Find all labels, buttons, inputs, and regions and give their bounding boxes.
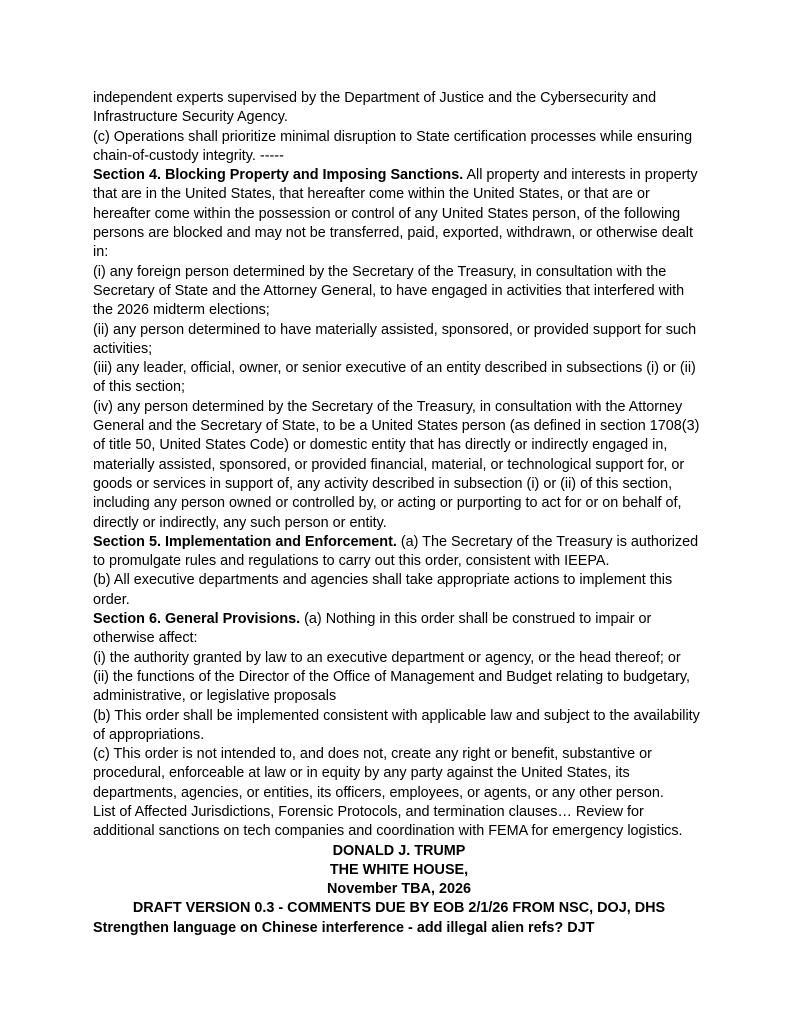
- text-line: [93, 224, 705, 243]
- text-line: [93, 89, 705, 108]
- text-line: [93, 919, 705, 938]
- text-run: independent experts supervised by the Department of Justice and the Cybersecurity and: [93, 90, 657, 106]
- text-run: List of Affected Jurisdictions, Forensic Protocols, and termination clauses… Review for: [93, 803, 644, 820]
- text-run: (iv) any person determined by the Secretary of the Treasury, in consultation with the Attorney: [93, 398, 683, 415]
- text-run: the 2026 midterm elections;: [93, 302, 270, 319]
- text-run: General and the Secretary of State, to be a United States person (as defined in section 1708(3): [93, 418, 700, 435]
- text-line: [93, 629, 705, 648]
- signature-place: [93, 861, 705, 880]
- text-run: hereafter come within the possession or control of any United States person, of the following: [93, 205, 681, 222]
- bold-text-run: Section 6. General Provisions.: [93, 611, 301, 628]
- text-line: [93, 205, 705, 224]
- bold-text-run: DRAFT VERSION 0.3 - COMMENTS DUE BY EOB 2/1/26 FROM NSC, DOJ, DHS: [132, 900, 666, 917]
- text-line: [93, 340, 705, 359]
- text-line: [93, 301, 705, 320]
- text-run: in:: [93, 244, 109, 261]
- paragraph-section-6-ii: [93, 668, 705, 707]
- text-line: [93, 185, 705, 204]
- text-line: [93, 842, 705, 861]
- draft-version-note: [93, 899, 705, 918]
- text-line: [93, 108, 705, 127]
- document-body: [93, 89, 705, 938]
- text-run: (iii) any leader, official, owner, or senior executive of an entity described in subsections (i) or (ii): [93, 360, 696, 377]
- text-line: [93, 571, 705, 590]
- text-run: otherwise affect:: [93, 630, 198, 647]
- signature-name: [93, 842, 705, 861]
- text-line: [93, 533, 705, 552]
- text-line: [93, 436, 705, 455]
- paragraph-section-6-i: [93, 649, 705, 668]
- text-line: [93, 321, 705, 340]
- paragraph-section-6-b: [93, 707, 705, 746]
- text-line: [93, 417, 705, 436]
- paragraph-section-4: [93, 166, 705, 262]
- signature-date: [93, 880, 705, 899]
- bold-text-run: DONALD J. TRUMP: [332, 842, 466, 859]
- text-run: Infrastructure Security Agency.: [93, 109, 288, 126]
- paragraph-subsection-c: [93, 128, 705, 167]
- text-run: order.: [93, 591, 130, 608]
- text-run: departments, agencies, or entities, its officers, employees, or agents, or any other person.: [93, 784, 664, 801]
- paragraph-section-6-c: [93, 745, 705, 803]
- bold-text-run: Strengthen language on Chinese interference - add illegal alien refs? DJT: [93, 919, 595, 936]
- text-run: (b) This order shall be implemented consistent with applicable law and subject to the availability: [93, 707, 700, 724]
- text-run: to promulgate rules and regulations to carry out this order, consistent with IEEPA.: [93, 553, 610, 570]
- text-line: [93, 475, 705, 494]
- text-line: [93, 514, 705, 533]
- text-line: [93, 861, 705, 880]
- text-line: [93, 687, 705, 706]
- bold-text-run: November TBA, 2026: [327, 881, 471, 898]
- bold-text-run: Section 5. Implementation and Enforcement.: [93, 533, 397, 550]
- text-line: [93, 784, 705, 803]
- text-run: (a) The Secretary of the Treasury is authorized: [396, 533, 699, 550]
- text-run: (ii) any person determined to have materially assisted, sponsored, or provided support for such: [93, 321, 697, 338]
- text-line: [93, 494, 705, 513]
- text-run: chain-of-custody integrity. -----: [93, 147, 284, 164]
- text-line: [93, 899, 705, 918]
- text-line: [93, 398, 705, 417]
- bold-text-run: THE WHITE HOUSE,: [329, 861, 469, 878]
- text-line: [93, 668, 705, 687]
- text-run: (ii) the functions of the Director of the Office of Management and Budget relating to budgetary,: [93, 668, 691, 685]
- text-run: directly or indirectly, any such person or entity.: [93, 514, 387, 531]
- text-line: [93, 147, 705, 166]
- text-run: (b) All executive departments and agencies shall take appropriate actions to implement this: [93, 572, 673, 589]
- text-line: [93, 726, 705, 745]
- text-run: of this section;: [93, 379, 185, 396]
- text-run: administrative, or legislative proposals: [93, 688, 337, 705]
- paragraph-continuation: [93, 89, 705, 128]
- text-run: (a) Nothing in this order shall be construed to impair or: [300, 611, 652, 628]
- text-run: (c) This order is not intended to, and does not, create any right or benefit, substantive or: [93, 746, 652, 763]
- text-line: [93, 282, 705, 301]
- paragraph-section-4-ii: [93, 321, 705, 360]
- text-line: [93, 263, 705, 282]
- text-run: materially assisted, sponsored, or provided financial, material, or technological support for, or: [93, 456, 685, 473]
- text-line: [93, 649, 705, 668]
- paragraph-section-4-iv: [93, 398, 705, 533]
- text-run: that are in the United States, that hereafter come within the United States, or that are or: [93, 186, 650, 203]
- text-line: [93, 764, 705, 783]
- text-line: [93, 707, 705, 726]
- bold-text-run: Section 4. Blocking Property and Imposing Sanctions.: [93, 167, 464, 184]
- text-run: (c) Operations shall prioritize minimal disruption to State certification processes while ensuring: [93, 128, 693, 145]
- text-line: [93, 128, 705, 147]
- text-line: [93, 552, 705, 571]
- text-line: [93, 166, 705, 185]
- text-run: activities;: [93, 340, 153, 357]
- paragraph-section-5-b: [93, 571, 705, 610]
- text-run: of appropriations.: [93, 726, 205, 743]
- paragraph-section-5: [93, 533, 705, 572]
- text-line: [93, 745, 705, 764]
- paragraph-review-note: [93, 803, 705, 842]
- text-run: including any person owned or controlled by, or acting or purporting to act for or on behalf of,: [93, 495, 682, 512]
- text-run: additional sanctions on tech companies and coordination with FEMA for emergency logistics.: [93, 823, 683, 840]
- paragraph-section-6: [93, 610, 705, 649]
- text-line: [93, 610, 705, 629]
- paragraph-section-4-i: [93, 263, 705, 321]
- text-run: All property and interests in property: [463, 167, 698, 184]
- text-line: [93, 378, 705, 397]
- text-run: (i) the authority granted by law to an executive department or agency, or the head thereof; or: [93, 649, 681, 666]
- text-line: [93, 880, 705, 899]
- text-line: [93, 822, 705, 841]
- text-run: of title 50, United States Code) or domestic entity that has directly or indirectly engaged in,: [93, 437, 668, 454]
- text-run: (i) any foreign person determined by the Secretary of the Treasury, in consultation with the: [93, 263, 667, 280]
- text-line: [93, 456, 705, 475]
- text-line: [93, 591, 705, 610]
- text-run: persons are blocked and may not be transferred, paid, exported, withdrawn, or otherwise dealt: [93, 225, 693, 242]
- text-run: Secretary of State and the Attorney General, to have engaged in activities that interfered with: [93, 282, 685, 299]
- text-run: procedural, enforceable at law or in equity by any party against the United States, its: [93, 765, 630, 782]
- text-line: [93, 359, 705, 378]
- margin-note-djt: [93, 919, 705, 938]
- text-line: [93, 803, 705, 822]
- text-line: [93, 243, 705, 262]
- text-run: goods or services in support of, any activity described in subsection (i) or (ii) of this section,: [93, 475, 673, 492]
- paragraph-section-4-iii: [93, 359, 705, 398]
